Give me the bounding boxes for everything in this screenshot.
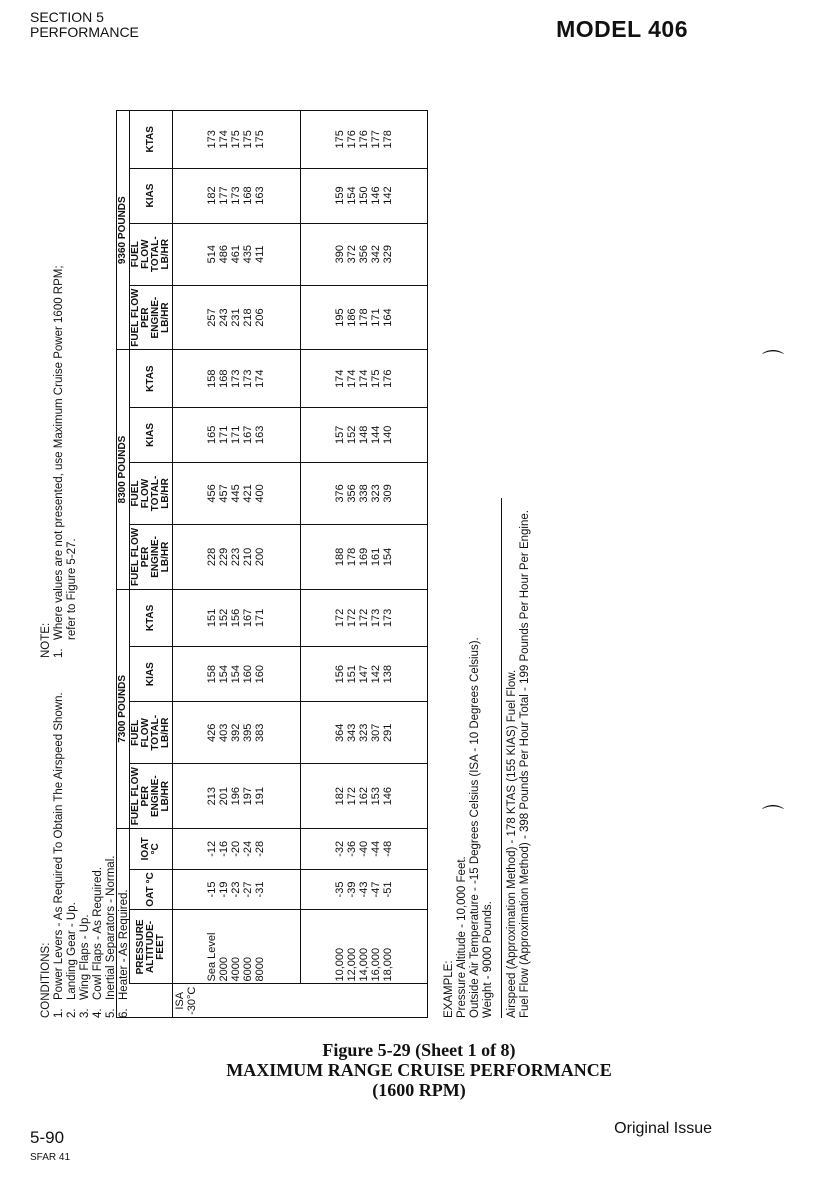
table-cell: 162	[357, 787, 370, 806]
table-cell: 171	[230, 425, 243, 445]
table-row	[173, 111, 301, 1018]
table-cell: 338	[357, 484, 370, 503]
table-cell: -51	[381, 881, 394, 898]
table-cell: 153	[369, 787, 382, 806]
table-cell: 173	[230, 186, 243, 205]
table-cell: 323	[369, 484, 382, 503]
table-cell: 400	[254, 484, 267, 503]
note-block	[40, 258, 79, 658]
table-cell: 191	[254, 787, 267, 806]
col-header-ff-per: FUEL FLOW PER ENGINE- LB/HR	[130, 285, 173, 350]
table-cell-column	[300, 764, 428, 829]
table-cell: 228	[206, 547, 219, 567]
table-cell: -12	[206, 840, 219, 857]
table-cell: 172	[357, 608, 370, 628]
table-cell-column	[300, 828, 428, 869]
table-cell: 16,000	[369, 947, 382, 982]
conditions-title: CONDITIONS:	[40, 942, 52, 1018]
table-cell: 395	[242, 723, 255, 742]
table-cell: 8000	[254, 957, 267, 982]
col-header-pressure-alt: PRESSURE ALTITUDE- FEET	[130, 910, 173, 984]
table-cell: 156	[333, 664, 346, 684]
table-cell: 229	[218, 547, 231, 567]
table-cell: 174	[345, 369, 358, 388]
table-cell-column	[173, 702, 301, 764]
issue-label: Original Issue	[614, 1120, 712, 1137]
table-cell: 364	[333, 723, 346, 742]
col-header-kias: KIAS	[130, 168, 173, 223]
table-cell: -36	[345, 840, 358, 857]
group-header-7300: 7300 POUNDS	[117, 589, 130, 828]
table-cell-column	[173, 111, 301, 169]
table-cell: 169	[357, 547, 370, 567]
table-cell: -31	[254, 881, 267, 898]
table-cell-column	[300, 223, 428, 285]
table-cell-column	[300, 702, 428, 764]
table-cell: -23	[230, 881, 243, 898]
table-cell-column	[300, 647, 428, 702]
table-cell: 144	[369, 425, 382, 445]
note-title: NOTE:	[40, 622, 52, 658]
table-cell: 2000	[218, 957, 231, 982]
table-cell: 223	[230, 547, 243, 567]
table-cell: 163	[254, 186, 267, 205]
table-cell: 195	[333, 308, 346, 327]
table-cell: 177	[369, 130, 382, 149]
table-cell: 356	[345, 484, 358, 503]
table-cell: 178	[357, 308, 370, 327]
col-header-kias: KIAS	[130, 407, 173, 462]
col-header-ff-total: FUEL FLOW TOTAL- LB/HR	[130, 702, 173, 764]
table-cell: 165	[206, 425, 219, 445]
table-cell: 175	[369, 369, 382, 388]
table-cell: 154	[381, 547, 394, 567]
condition-item	[53, 658, 66, 1018]
table-cell: -32	[333, 840, 346, 857]
table-cell: 196	[230, 787, 243, 806]
example-divider	[501, 498, 502, 1018]
table-cell: 218	[242, 308, 255, 327]
table-cell: 175	[242, 130, 255, 149]
table-cell-column	[300, 285, 428, 350]
table-cell-column	[173, 764, 301, 829]
col-header-ff-total: FUEL FLOW TOTAL- LB/HR	[130, 462, 173, 524]
col-header-ktas: KTAS	[130, 350, 173, 407]
table-cell: 456	[206, 484, 219, 503]
table-cell: 172	[333, 608, 346, 628]
table-cell: 150	[357, 186, 370, 205]
table-cell: 154	[218, 664, 231, 684]
col-header-ioat: IOAT °C	[130, 828, 173, 869]
table-cell-column	[300, 111, 428, 169]
table-cell-column	[173, 869, 301, 910]
table-cell: 210	[242, 547, 255, 567]
table-cell: 18,000	[381, 947, 394, 982]
table-cell: 186	[345, 308, 358, 327]
table-cell: 157	[333, 425, 346, 445]
table-cell: -39	[345, 881, 358, 898]
table-cell: 151	[206, 608, 219, 628]
table-cell: Sea Level	[206, 932, 219, 982]
table-cell: 4000	[230, 957, 243, 982]
table-cell: 343	[345, 723, 358, 742]
table-cell: 152	[345, 425, 358, 445]
table-cell: 421	[242, 484, 255, 503]
table-cell: 168	[218, 369, 231, 388]
rotated-content	[18, 118, 638, 1018]
table-cell-column	[173, 350, 301, 407]
condition-number: 5.	[105, 1008, 117, 1018]
condition-text: Cowl Flaps - As Required.	[92, 867, 104, 1000]
table-cell: 152	[218, 608, 231, 628]
table-cell: 173	[369, 608, 382, 628]
col-header-oat: OAT °C	[130, 869, 173, 910]
table-cell: 372	[345, 245, 358, 264]
table-cell: 142	[381, 186, 394, 205]
table-cell: 182	[206, 186, 219, 205]
table-cell: 213	[206, 787, 219, 806]
table-cell: 173	[206, 130, 219, 149]
table-cell: 176	[357, 130, 370, 149]
sfar-label: SFAR 41	[30, 1152, 71, 1163]
table-cell: 175	[230, 130, 243, 149]
table-cell-column	[300, 462, 428, 524]
table-cell: 174	[357, 369, 370, 388]
page-mark-icon: ⌒	[762, 349, 785, 374]
table-cell: 158	[206, 369, 219, 388]
table-cell: 291	[381, 723, 394, 742]
table-cell: -35	[333, 881, 346, 898]
table-cell-column	[173, 589, 301, 646]
table-cell: 307	[369, 723, 382, 742]
table-cell: -40	[357, 840, 370, 857]
table-cell: 457	[218, 484, 231, 503]
table-cell: 514	[206, 245, 219, 264]
table-cell: -15	[206, 881, 219, 898]
table-cell: 175	[254, 130, 267, 149]
table-cell: 14,000	[357, 947, 370, 982]
table-cell: 173	[242, 369, 255, 388]
table-cell: 329	[381, 245, 394, 264]
table-cell: 160	[242, 664, 255, 684]
col-header-ff-per: FUEL FLOW PER ENGINE- LB/HR	[130, 525, 173, 590]
table-cell: 356	[357, 245, 370, 264]
table-cell: 182	[333, 787, 346, 806]
table-cell: 172	[345, 787, 358, 806]
table-cell: 403	[218, 723, 231, 742]
section-title: PERFORMANCE	[30, 24, 139, 40]
table-cell: 342	[369, 245, 382, 264]
table-cell: 146	[369, 186, 382, 205]
example-line: Pressure Altitude - 10,000 Feet.	[456, 856, 468, 1018]
example-block	[443, 458, 532, 1018]
table-cell-column	[300, 407, 428, 462]
condition-text: Inertial Separators - Normal.	[105, 855, 117, 1000]
example-result: Airspeed (Approximation Method) - 178 KTAS (155 KIAS) Fuel Flow.	[506, 669, 518, 1018]
table-cell: -48	[381, 840, 394, 857]
table-cell-column	[300, 589, 428, 646]
table-cell-column	[173, 407, 301, 462]
isa-label: ISA -30°C	[173, 984, 428, 1018]
note-number: 1.	[53, 648, 65, 658]
table-cell-column	[173, 168, 301, 223]
table-cell: 154	[230, 664, 243, 684]
table-cell: 172	[345, 608, 358, 628]
table-cell: 138	[381, 664, 394, 684]
group-header-8300: 8300 POUNDS	[117, 350, 130, 589]
table-cell: 142	[369, 664, 382, 684]
table-cell: 392	[230, 723, 243, 742]
model-title: MODEL 406	[556, 16, 688, 42]
table-cell-column	[173, 647, 301, 702]
condition-item	[66, 658, 79, 1018]
table-cell: 6000	[242, 957, 255, 982]
table-cell: 486	[218, 245, 231, 264]
table-cell: 163	[254, 425, 267, 445]
col-header-ktas: KTAS	[130, 589, 173, 646]
table-cell: 147	[357, 664, 370, 684]
table-cell: 206	[254, 308, 267, 327]
table-cell-column	[300, 910, 428, 984]
table-cell: 167	[242, 425, 255, 445]
condition-number: 1.	[53, 1008, 65, 1018]
table-cell: 176	[345, 130, 358, 149]
table-cell: 177	[218, 186, 231, 205]
condition-item	[79, 658, 92, 1018]
table-row	[300, 111, 428, 1018]
table-cell: 426	[206, 723, 219, 742]
table-cell: 171	[218, 425, 231, 445]
table-cell-column	[173, 462, 301, 524]
page-number: 5-90	[30, 1128, 65, 1147]
table-cell: 171	[254, 608, 267, 628]
table-cell: 151	[345, 664, 358, 684]
example-result: Fuel Flow (Approximation Method) - 398 Pounds Per Hour Total - 199 Pounds Per Hour Per Engine.	[519, 510, 531, 1018]
table-cell: 167	[242, 608, 255, 628]
example-line: Weight - 9000 Pounds.	[482, 901, 494, 1018]
condition-text: Heater - As Required.	[118, 889, 130, 1000]
page-mark-icon: ⌒	[762, 804, 785, 829]
section-header	[30, 10, 139, 40]
table-cell: 168	[242, 186, 255, 205]
table-cell: 171	[369, 308, 382, 327]
table-cell: 174	[218, 130, 231, 149]
table-cell: 435	[242, 245, 255, 264]
table-cell-column	[173, 910, 301, 984]
table-cell-column	[300, 168, 428, 223]
section-number: SECTION 5	[30, 9, 104, 25]
note-item	[53, 258, 79, 658]
condition-number: 3.	[79, 1008, 91, 1018]
table-cell-column	[173, 525, 301, 590]
table-cell: 188	[333, 547, 346, 567]
table-cell: 160	[254, 664, 267, 684]
table-cell: 154	[345, 186, 358, 205]
table-cell-column	[300, 350, 428, 407]
table-cell: 376	[333, 484, 346, 503]
condition-item	[92, 658, 105, 1018]
table-cell: 323	[357, 723, 370, 742]
figure-subtitle: (1600 RPM)	[372, 1080, 466, 1100]
table-cell: 200	[254, 547, 267, 567]
table-cell: 148	[357, 425, 370, 445]
table-cell: -20	[230, 840, 243, 857]
table-cell: 12,000	[345, 947, 358, 982]
table-cell: 174	[254, 369, 267, 388]
table-cell: 173	[381, 608, 394, 628]
table-cell: 178	[345, 547, 358, 567]
condition-number: 4.	[92, 1008, 104, 1018]
condition-number: 2.	[66, 1008, 78, 1018]
table-cell: 156	[230, 608, 243, 628]
table-cell-column	[173, 285, 301, 350]
table-cell: -43	[357, 881, 370, 898]
table-cell: -16	[218, 840, 231, 857]
example-line: Outside Air Temperature - -15 Degrees Celsius (ISA - 10 Degrees Celsius).	[469, 637, 481, 1018]
table-cell: 197	[242, 787, 255, 806]
table-cell: 146	[381, 787, 394, 806]
table-cell: 164	[381, 308, 394, 327]
table-cell: 10,000	[333, 947, 346, 982]
table-cell: -27	[242, 881, 255, 898]
table-cell-column	[300, 869, 428, 910]
table-cell: 161	[369, 547, 382, 567]
figure-caption	[0, 1040, 838, 1100]
table-cell: 175	[333, 130, 346, 149]
condition-text: Wing Flaps - Up.	[79, 914, 91, 1000]
table-cell: -47	[369, 881, 382, 898]
table-cell-column	[173, 828, 301, 869]
table-cell: -19	[218, 881, 231, 898]
performance-table	[116, 110, 428, 1018]
col-header-kias: KIAS	[130, 647, 173, 702]
note-text: Where values are not presented, use Maximum Cruise Power 1600 RPM; refer to Figure 5-27.	[53, 265, 78, 640]
table-cell: 461	[230, 245, 243, 264]
group-header-9360: 9360 POUNDS	[117, 111, 130, 350]
table-cell: 178	[381, 130, 394, 149]
col-header-ff-total: FUEL FLOW TOTAL- LB/HR	[130, 223, 173, 285]
table-cell: 243	[218, 308, 231, 327]
table-cell: 257	[206, 308, 219, 327]
table-cell: -28	[254, 840, 267, 857]
table-cell: 159	[333, 186, 346, 205]
table-cell: 201	[218, 787, 231, 806]
condition-text: Landing Gear - Up.	[66, 902, 78, 1000]
table-cell: 173	[230, 369, 243, 388]
table-cell: 390	[333, 245, 346, 264]
col-header-ktas: KTAS	[130, 111, 173, 169]
table-cell: 174	[333, 369, 346, 388]
table-cell: 176	[381, 369, 394, 388]
table-cell: 231	[230, 308, 243, 327]
col-header-ff-per: FUEL FLOW PER ENGINE- LB/HR	[130, 764, 173, 829]
table-cell: -44	[369, 840, 382, 857]
table-cell: 445	[230, 484, 243, 503]
table-cell-column	[173, 223, 301, 285]
table-cell: 309	[381, 484, 394, 503]
figure-title: MAXIMUM RANGE CRUISE PERFORMANCE	[226, 1060, 612, 1080]
table-cell: -24	[242, 840, 255, 857]
table-cell: 158	[206, 664, 219, 684]
condition-text: Power Levers - As Required To Obtain The Airspeed Shown.	[53, 692, 65, 1000]
table-cell-column	[300, 525, 428, 590]
condition-number: 6.	[118, 1008, 130, 1018]
example-title: EXAMPLE:	[443, 960, 455, 1018]
table-cell: 411	[254, 245, 267, 263]
table-cell: 140	[381, 425, 394, 445]
figure-number: Figure 5-29 (Sheet 1 of 8)	[322, 1040, 516, 1060]
table-cell: 383	[254, 723, 267, 742]
